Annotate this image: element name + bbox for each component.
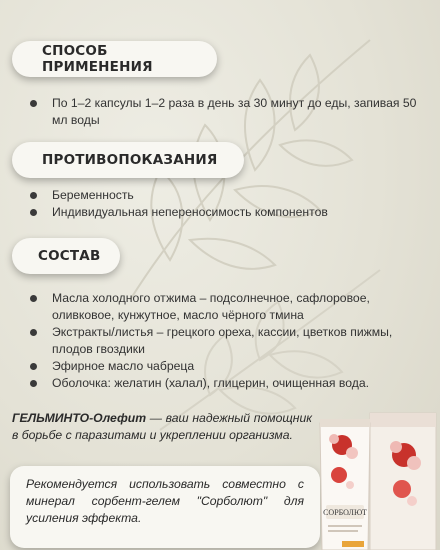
composition-list [28, 290, 428, 392]
section-header-composition [12, 238, 120, 274]
list-item [28, 95, 428, 129]
product-tube-image [312, 405, 440, 550]
recommendation-text: Рекомендуется использовать совместно с минерал сорбент-гелем "Сорболют" для усиления эффекта. [26, 477, 304, 525]
contraindications-list [28, 187, 428, 221]
brand-name: ГЕЛЬМИНТО-Олефит [12, 411, 147, 425]
list-item-text: Оболочка: желатин (халал), глицерин, очищенная вода. [52, 376, 369, 390]
list-item-text: Экстракты/листья – грецкого ореха, кассии, цветков пижмы, плодов гвоздики [52, 325, 393, 356]
list-item [28, 187, 428, 204]
list-item [28, 290, 428, 324]
list-item [28, 204, 428, 221]
promo-text [12, 410, 312, 444]
list-item [28, 375, 428, 392]
list-item [28, 358, 428, 375]
promo-description: — ваш надежный помощник в борьбе с паразитами и укреплении организма. [12, 411, 312, 442]
recommendation-box [10, 466, 320, 548]
usage-list [28, 95, 428, 129]
section-title: ПРОТИВОПОКАЗАНИЯ [42, 152, 218, 168]
list-item-text: Индивидуальная непереносимость компонентов [52, 205, 328, 219]
product-label: СОРБОЛЮТ [323, 508, 367, 517]
section-title: СОСТАВ [38, 248, 101, 264]
list-item-text: Беременность [52, 188, 134, 202]
list-item-text: По 1–2 капсулы 1–2 раза в день за 30 минут до еды, запивая 50 мл воды [52, 96, 417, 127]
list-item [28, 324, 428, 358]
section-title: СПОСОБ ПРИМЕНЕНИЯ [42, 43, 153, 75]
section-header-contraindications [12, 142, 244, 178]
list-item-text: Эфирное масло чабреца [52, 359, 195, 373]
list-item-text: Масла холодного отжима – подсолнечное, сафлоровое, оливковое, кунжутное, масло чёрного тмина [52, 291, 370, 322]
section-header-usage [12, 41, 217, 77]
